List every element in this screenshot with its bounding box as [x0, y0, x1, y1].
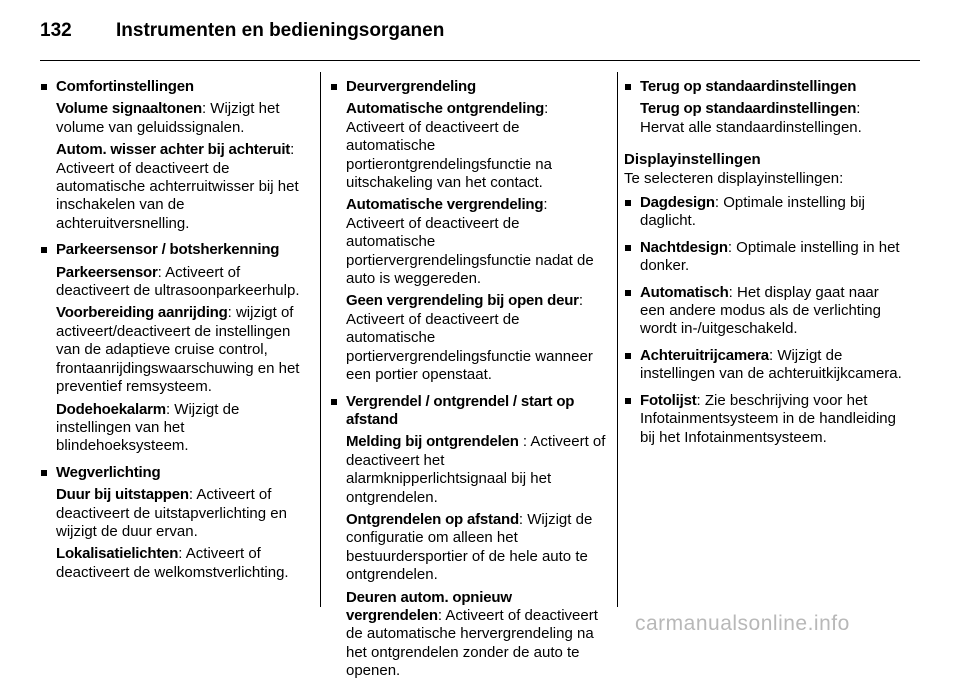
setting-separator: :	[696, 391, 705, 409]
setting-description: Activeert of deactiveert de automatische hervergrendeling na het ontgrendelen zonder de auto te openen.	[346, 606, 598, 680]
setting-description: Optimale instelling in het donker.	[640, 238, 900, 275]
setting-term: Autom. wisser achter bij achteruit	[56, 141, 291, 159]
setting-separator: :	[178, 545, 186, 563]
section-heading: Displayinstellingen	[624, 151, 761, 169]
column-3	[624, 78, 904, 455]
setting-description: Wijzigt de instellingen van de achteruitkijkcamera.	[640, 346, 902, 383]
display-option	[624, 284, 904, 339]
display-option	[624, 347, 904, 384]
bullet-section	[40, 241, 308, 455]
setting-term: Fotolijst	[640, 391, 697, 409]
section-heading: Wegverlichting	[56, 463, 161, 481]
setting-separator: :	[165, 400, 175, 418]
setting-separator: :	[437, 606, 446, 624]
section-heading: Parkeersensor / botsherkenning	[56, 241, 280, 259]
section-heading: Comfortinstellingen	[56, 78, 194, 95]
setting-description: Wijzigt de instellingen van het blindehoeksysteem.	[56, 400, 240, 455]
display-option	[624, 194, 904, 231]
setting-term: Automatische vergrendeling	[346, 196, 544, 214]
setting-term: Parkeersensor	[56, 263, 158, 281]
setting-term: Melding bij ontgrendelen	[346, 433, 519, 451]
page-number: 132	[40, 20, 72, 41]
page-title: Instrumenten en bedieningsorganen	[116, 20, 445, 41]
setting-entry	[346, 589, 607, 681]
bullet-section	[624, 78, 904, 137]
setting-description: Activeert of deactiveert de automatische portiervergrendelingsfunctie nadat de auto is weggereden.	[346, 214, 594, 288]
setting-entry	[56, 100, 308, 137]
setting-separator: :	[856, 100, 861, 118]
setting-term: Lokalisatielichten	[56, 545, 179, 563]
setting-term: Automatisch	[640, 283, 729, 301]
setting-term: Nachtdesign	[640, 238, 728, 256]
page-header	[40, 16, 920, 61]
column-2	[330, 78, 607, 689]
setting-entry	[56, 486, 308, 541]
setting-entry	[640, 100, 904, 137]
setting-description: Zie beschrijving voor het Infotainmentsysteem in de handleiding bij het Infotainmentsysteem.	[640, 391, 896, 446]
setting-separator: :	[290, 141, 295, 159]
setting-description: Activeert of deactiveert de uitstapverlichting en wijzigt de duur ervan.	[56, 486, 287, 540]
setting-separator: :	[543, 196, 548, 214]
setting-description: Activeert of deactiveert het alarmknipperlichtsignaal bij het ontgrendelen.	[346, 433, 606, 506]
column-divider	[617, 72, 618, 607]
setting-term: Dodehoekalarm	[56, 400, 166, 418]
display-option	[624, 392, 904, 447]
setting-description: Activeert of deactiveert de ultrasoonparkeerhulp.	[56, 263, 300, 300]
setting-description: Activeert of deactiveert de automatische portierontgrendelingsfunctie na uitschakeling van het contact.	[346, 118, 552, 192]
section-heading: Deurvergrendeling	[346, 78, 476, 95]
setting-entry	[56, 401, 308, 456]
setting-description: Activeert of deactiveert de automatische achterruitwisser bij het inschakelen van de achteruitversnelling.	[56, 159, 299, 232]
setting-separator: :	[768, 346, 778, 364]
column-divider	[320, 72, 321, 607]
setting-separator: :	[544, 100, 549, 118]
setting-description: Wijzigt de configuratie om alleen het bestuurdersportier of de hele auto te ontgrendelen.	[346, 510, 593, 584]
setting-entry	[56, 264, 308, 301]
setting-term: Ontgrendelen op afstand	[346, 510, 519, 528]
setting-term: Dagdesign	[640, 194, 715, 212]
setting-entry	[346, 433, 607, 507]
setting-description: Het display gaat naar een andere modus als de verlichting wordt in-/uitgeschakeld.	[640, 283, 881, 338]
setting-term: Achteruitrijcamera	[640, 346, 769, 364]
bullet-section	[330, 78, 607, 385]
setting-entry	[56, 141, 308, 233]
setting-term: Voorbereiding aanrijding	[56, 304, 228, 322]
section-heading: Terug op standaardinstellingen	[640, 78, 857, 95]
watermark: carmanualsonline.info	[635, 612, 850, 635]
setting-separator: :	[227, 304, 236, 322]
bullet-section	[40, 464, 308, 582]
setting-separator: :	[157, 263, 166, 281]
setting-description: wijzigt of activeert/deactiveert de instellingen van de adaptieve cruise control, frontaanrijdingswaarschuwing en het preventief remsysteem.	[56, 304, 300, 396]
setting-entry	[346, 196, 607, 288]
setting-description: Hervat alle standaardinstellingen.	[640, 118, 862, 136]
section-heading: Vergrendel / ontgrendel / start op afstand	[346, 392, 575, 428]
setting-entry	[346, 292, 607, 384]
setting-entry	[346, 100, 607, 192]
setting-separator: :	[188, 486, 197, 504]
setting-separator: :	[728, 283, 737, 301]
section-intro: Te selecteren displayinstellingen:	[624, 169, 844, 187]
setting-entry	[346, 511, 607, 585]
bullet-section	[40, 78, 308, 233]
setting-description: Activeert of deactiveert de automatische portiervergrendelingsfunctie wanneer een portier openstaat.	[346, 310, 593, 384]
setting-term: Deuren autom. opnieuw vergrendelen	[346, 588, 512, 624]
setting-separator: :	[727, 238, 737, 256]
setting-separator: :	[201, 100, 211, 118]
setting-description: Optimale instelling bij daglicht.	[640, 194, 865, 230]
setting-term: Terug op standaardinstellingen	[640, 100, 857, 118]
display-option	[624, 239, 904, 276]
bullet-section	[330, 393, 607, 681]
setting-entry	[56, 545, 308, 582]
setting-separator: :	[518, 433, 531, 451]
setting-separator: :	[578, 292, 583, 310]
setting-term: Volume signaaltonen	[56, 100, 202, 118]
setting-description: Activeert of deactiveert de welkomstverlichting.	[56, 545, 289, 581]
setting-separator: :	[714, 194, 724, 212]
setting-separator: :	[518, 510, 528, 528]
column-1	[40, 78, 308, 590]
setting-description: Wijzigt het volume van geluidssignalen.	[56, 100, 280, 136]
setting-entry	[56, 304, 308, 396]
setting-term: Geen vergrendeling bij open deur	[346, 292, 579, 310]
setting-term: Automatische ontgrendeling	[346, 100, 545, 118]
setting-term: Duur bij uitstappen	[56, 486, 189, 504]
